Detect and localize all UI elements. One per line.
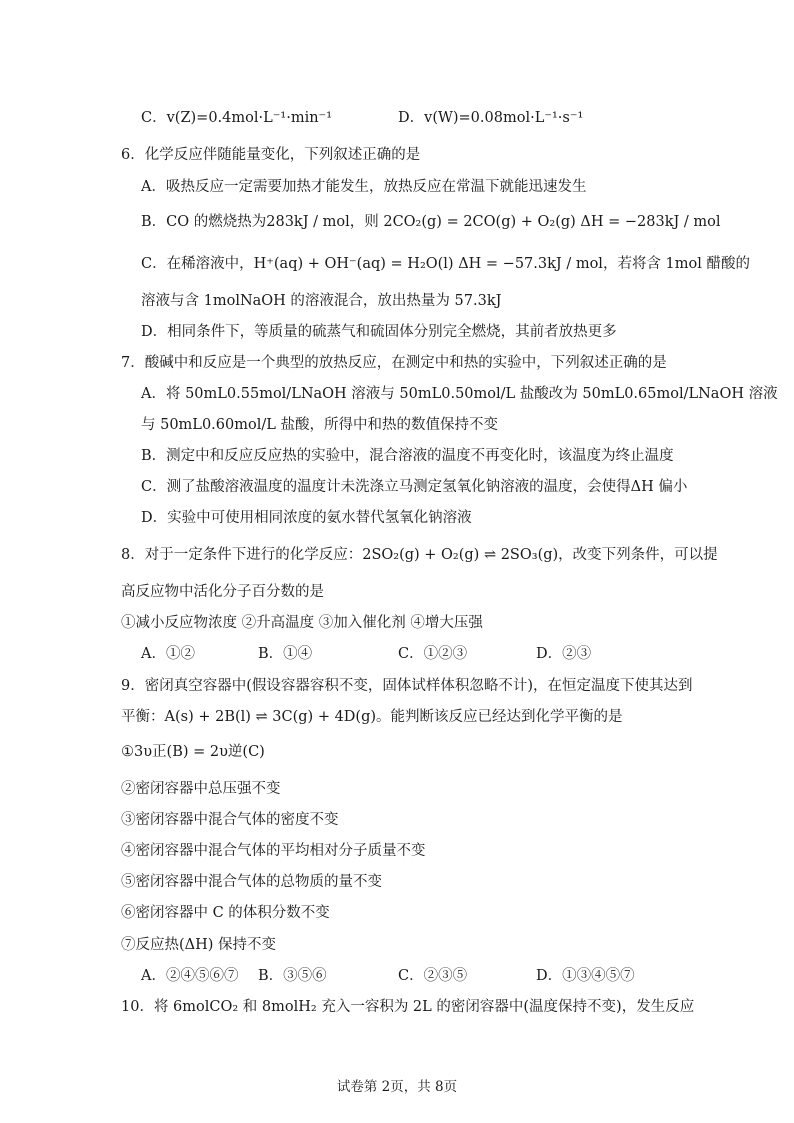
- q9-option-d: D．①③④⑤⑦: [536, 968, 635, 984]
- q9-stem-line2: 平衡：A(s) + 2B(l) ⇌ 3C(g) + 4D(g)。能判断该反应已经达到化学平衡的是: [121, 709, 623, 725]
- q9-option-a: A．②④⑤⑥⑦: [141, 968, 239, 984]
- q9-item-1: ①3υ正(B) = 2υ逆(C): [121, 744, 265, 760]
- q9-option-b: B．③⑤⑥: [258, 968, 327, 984]
- q7-option-a-line2: 与 50mL0.60mol/L 盐酸，所得中和热的数值保持不变: [141, 417, 498, 433]
- q6-option-a: A．吸热反应一定需要加热才能发生，放热反应在常温下就能迅速发生: [141, 179, 587, 195]
- q7-option-b: B．测定中和反应反应热的实验中，混合溶液的温度不再变化时，该温度为终止温度: [141, 448, 674, 464]
- q8-stem-line2: 高反应物中活化分子百分数的是: [121, 584, 324, 600]
- q10-stem: 10．将 6molCO₂ 和 8molH₂ 充入一容积为 2L 的密闭容器中(温度保持不变)，发生反应: [121, 999, 695, 1015]
- page-footer: 试卷第 2页，共 8页: [336, 1079, 458, 1095]
- q6-stem: 6．化学反应伴随能量变化，下列叙述正确的是: [121, 147, 421, 163]
- q7-option-a-line1: A．将 50mL0.55mol/LNaOH 溶液与 50mL0.50mol/L 盐酸改为 50mL0.65mol/LNaOH 溶液: [141, 386, 778, 402]
- q8-option-c: C．①②③: [398, 646, 468, 662]
- q7-option-d: D．实验中可使用相同浓度的氨水替代氢氧化钠溶液: [141, 510, 472, 526]
- q9-item-2: ②密闭容器中总压强不变: [121, 781, 281, 797]
- q9-stem-line1: 9．密闭真空容器中(假设容器容积不变，固体试样体积忽略不计)，在恒定温度下使其达到: [121, 678, 693, 694]
- q8-option-a: A．①②: [141, 646, 195, 662]
- q7-option-c: C．测了盐酸溶液温度的温度计未洗涤立马测定氢氧化钠溶液的温度，会使得ΔH 偏小: [141, 479, 688, 495]
- q5-option-c: C．v(Z)=0.4mol·L⁻¹·min⁻¹: [141, 110, 333, 126]
- q6-option-c-line1: C．在稀溶液中，H⁺(aq) + OH⁻(aq) = H₂O(l) ΔH = −57.3kJ / mol，若将含 1mol 醋酸的: [141, 256, 750, 272]
- q5-option-d: D．v(W)=0.08mol·L⁻¹·s⁻¹: [398, 110, 584, 126]
- q9-option-c: C．②③⑤: [398, 968, 468, 984]
- q9-item-7: ⑦反应热(ΔH) 保持不变: [121, 937, 277, 953]
- q8-option-d: D．②③: [536, 646, 592, 662]
- q8-conditions: ①减小反应物浓度 ②升高温度 ③加入催化剂 ④增大压强: [121, 615, 483, 631]
- q6-option-b: B．CO 的燃烧热为283kJ / mol，则 2CO₂(g) = 2CO(g) + O₂(g) ΔH = −283kJ / mol: [141, 214, 721, 230]
- q9-item-5: ⑤密闭容器中混合气体的总物质的量不变: [121, 874, 382, 890]
- q9-item-6: ⑥密闭容器中 C 的体积分数不变: [121, 905, 330, 921]
- q7-stem: 7．酸碱中和反应是一个典型的放热反应，在测定中和热的实验中，下列叙述正确的是: [121, 355, 667, 371]
- q6-option-c-line2: 溶液与含 1molNaOH 的溶液混合，放出热量为 57.3kJ: [141, 293, 502, 309]
- q8-stem-line1: 8．对于一定条件下进行的化学反应：2SO₂(g) + O₂(g) ⇌ 2SO₃(g)，改变下列条件，可以提: [121, 547, 718, 563]
- q6-option-d: D．相同条件下，等质量的硫蒸气和硫固体分别完全燃烧，其前者放热更多: [141, 324, 617, 340]
- q9-item-4: ④密闭容器中混合气体的平均相对分子质量不变: [121, 843, 426, 859]
- q8-option-b: B．①④: [258, 646, 313, 662]
- q9-item-3: ③密闭容器中混合气体的密度不变: [121, 812, 339, 828]
